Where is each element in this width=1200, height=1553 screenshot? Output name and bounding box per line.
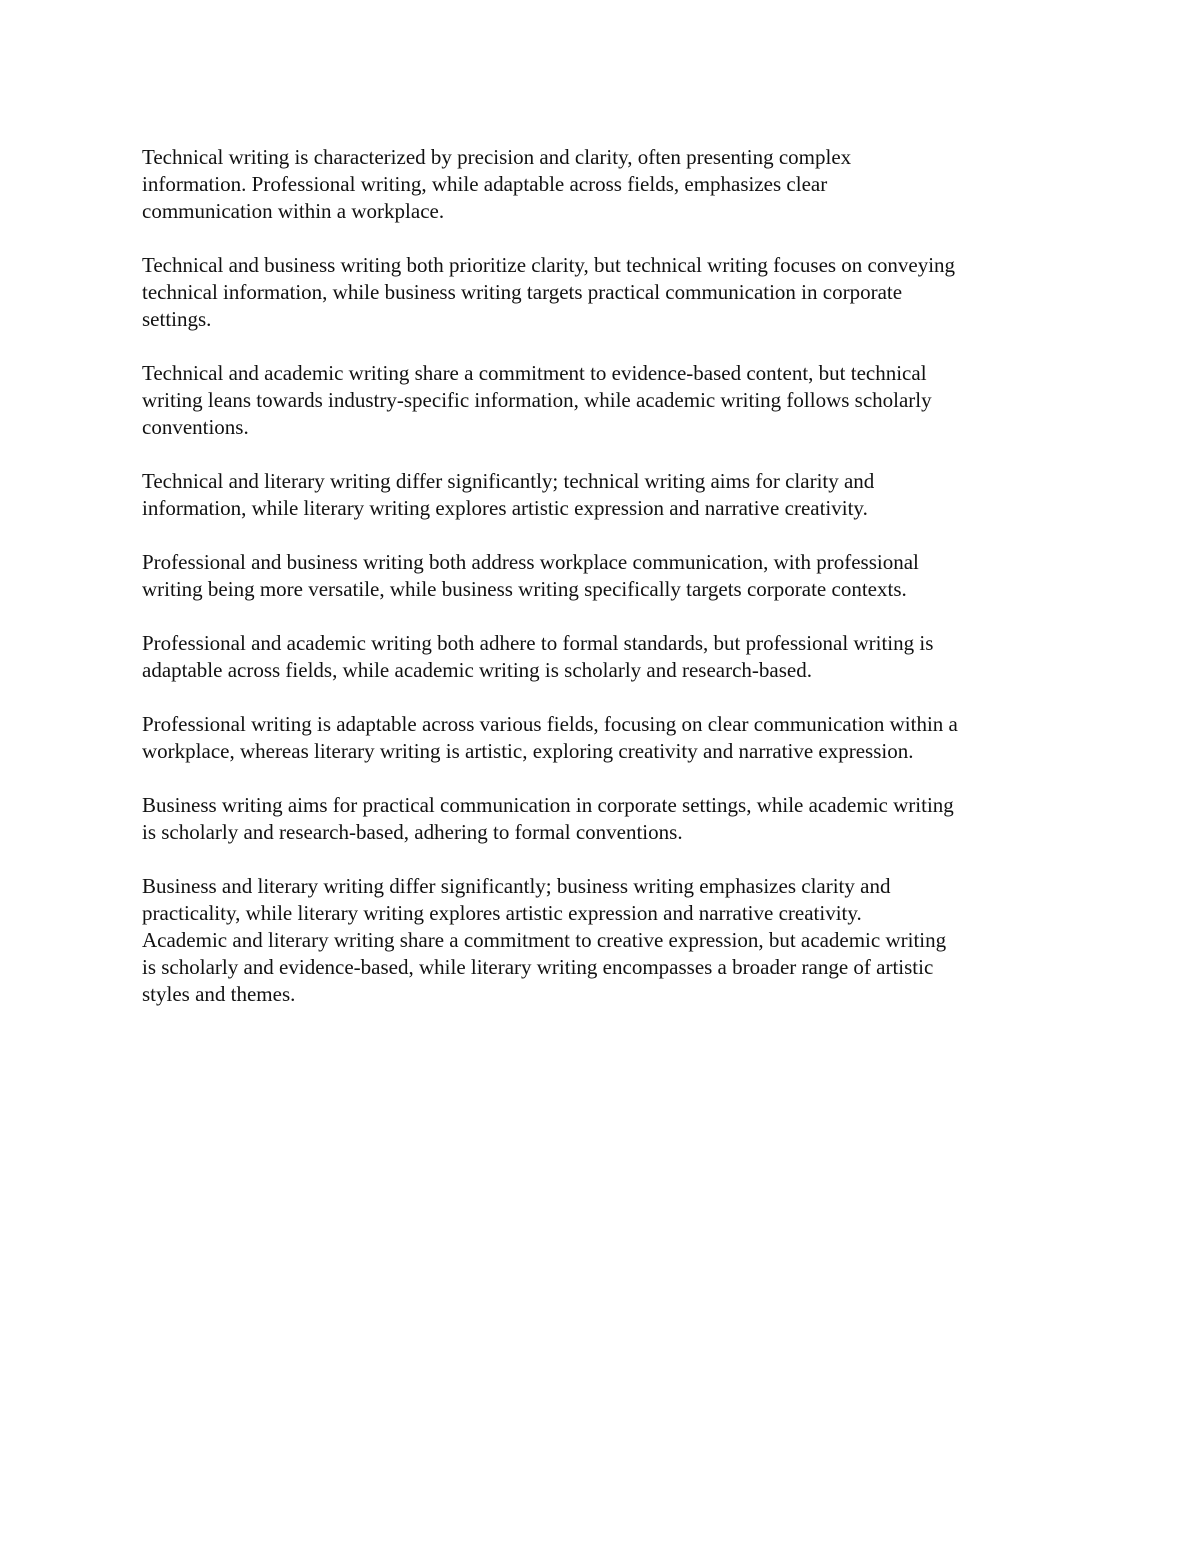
text-line: information. Professional writing, while adaptable across fields, emphasizes clear bbox=[142, 172, 828, 196]
text-line: conventions. bbox=[142, 415, 249, 439]
text-line: Professional and business writing both address workplace communication, with professional bbox=[142, 550, 919, 574]
paragraph-technical-literary bbox=[142, 468, 1072, 522]
paragraph-academic-literary bbox=[142, 927, 1072, 1008]
text-line: Business and literary writing differ significantly; business writing emphasizes clarity and bbox=[142, 874, 891, 898]
paragraph-business-academic bbox=[142, 792, 1072, 846]
text-line: is scholarly and research-based, adhering to formal conventions. bbox=[142, 820, 683, 844]
text-line: Professional writing is adaptable across various fields, focusing on clear communication within a bbox=[142, 712, 958, 736]
text-line: Technical and business writing both prioritize clarity, but technical writing focuses on conveying bbox=[142, 253, 956, 277]
text-line: settings. bbox=[142, 307, 212, 331]
paragraph-professional-literary bbox=[142, 711, 1072, 765]
text-line: Business writing aims for practical communication in corporate settings, while academic writing bbox=[142, 793, 954, 817]
text-line: writing being more versatile, while business writing specifically targets corporate contexts. bbox=[142, 577, 907, 601]
text-line: writing leans towards industry-specific information, while academic writing follows scholarly bbox=[142, 388, 932, 412]
paragraph-technical-academic bbox=[142, 360, 1072, 441]
text-line: Professional and academic writing both adhere to formal standards, but professional writing is bbox=[142, 631, 934, 655]
text-line: Academic and literary writing share a commitment to creative expression, but academic writing bbox=[142, 928, 947, 952]
text-line: Technical writing is characterized by precision and clarity, often presenting complex bbox=[142, 145, 852, 169]
text-line: styles and themes. bbox=[142, 982, 296, 1006]
text-line: is scholarly and evidence-based, while literary writing encompasses a broader range of artistic bbox=[142, 955, 934, 979]
paragraph-professional-business bbox=[142, 549, 1072, 603]
text-line: workplace, whereas literary writing is artistic, exploring creativity and narrative expression. bbox=[142, 739, 914, 763]
paragraph-technical-professional bbox=[142, 144, 1072, 225]
text-line: practicality, while literary writing explores artistic expression and narrative creativity. bbox=[142, 901, 862, 925]
document-body bbox=[142, 144, 1072, 1035]
paragraph-technical-business bbox=[142, 252, 1072, 333]
text-line: information, while literary writing explores artistic expression and narrative creativity. bbox=[142, 496, 868, 520]
paragraph-professional-academic bbox=[142, 630, 1072, 684]
text-line: Technical and academic writing share a commitment to evidence-based content, but technical bbox=[142, 361, 927, 385]
paragraph-business-literary bbox=[142, 873, 1072, 927]
text-line: adaptable across fields, while academic writing is scholarly and research-based. bbox=[142, 658, 812, 682]
text-line: communication within a workplace. bbox=[142, 199, 445, 223]
text-line: technical information, while business writing targets practical communication in corporate bbox=[142, 280, 903, 304]
text-line: Technical and literary writing differ significantly; technical writing aims for clarity and bbox=[142, 469, 875, 493]
